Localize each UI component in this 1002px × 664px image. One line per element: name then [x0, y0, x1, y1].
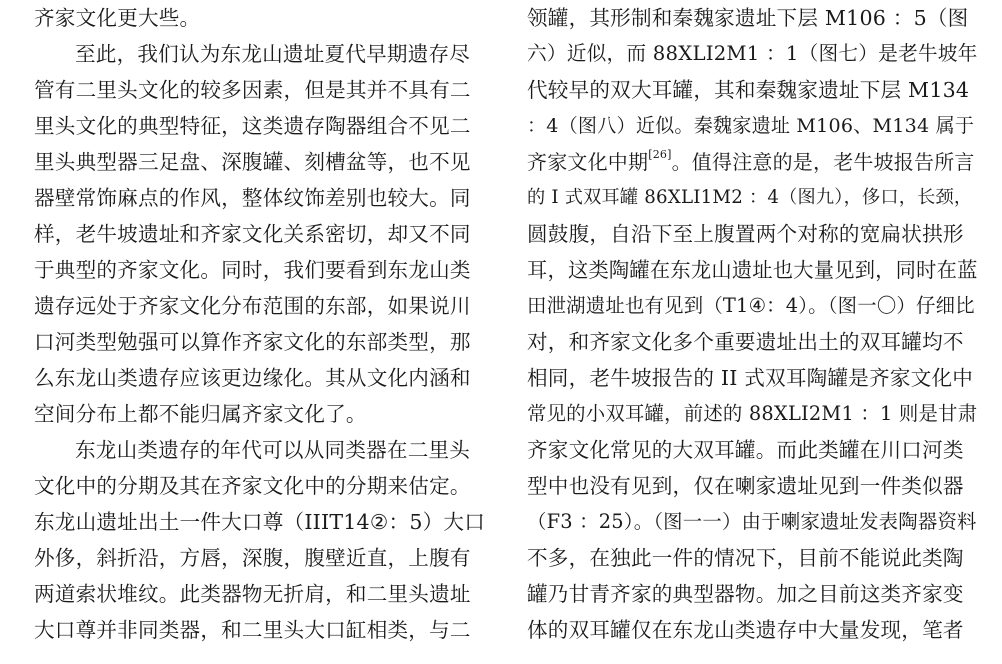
text-line: 田泄湖遗址也有见到（T1④：4）。（图一〇）仔细比 [527, 294, 975, 317]
text-line: 对，和齐家文化多个重要遗址出土的双耳罐均不 [527, 330, 964, 354]
text-line: 两道索状堆纹。此类器物无折肩，和二里头遗址 [34, 582, 471, 606]
text-line: 样，老牛坡遗址和齐家文化关系密切，却又不同 [34, 222, 471, 246]
text-line: ：4（图八）近似。秦魏家遗址 M106、M134 属于 [527, 114, 975, 137]
text-line: 外侈，斜折沿，方唇，深腹，腹壁近直，上腹有 [34, 546, 471, 570]
text-line: 的 I 式双耳罐 86XLI1M2 ：4（图九），侈口，长颈， [527, 187, 973, 208]
text-line: 文化中的分期及其在齐家文化中的分期来估定。 [34, 474, 471, 498]
text-line: 里头文化的典型特征，这类遗存陶器组合不见二 [34, 114, 471, 138]
text-line: 圆鼓腹，自沿下至上腹置两个对称的宽扁状拱形 [527, 222, 964, 246]
text-line: 型中也没有见到，仅在喇家遗址见到一件类似器 [527, 474, 964, 498]
text-line: 罐乃甘青齐家的典型器物。加之目前这类齐家变 [527, 582, 964, 606]
paragraph-first-line: 东龙山类遗存的年代可以从同类器在二里头 [75, 438, 471, 462]
text-line: 领罐，其形制和秦魏家遗址下层 M106 ：5（图 [527, 6, 969, 30]
text-line: 管有二里头文化的较多因素，但是其并不具有二 [34, 78, 471, 102]
text-line: 器壁常饰麻点的作风，整体纹饰差别也较大。同 [34, 186, 471, 210]
text-line: （F3 ：25）。（图一一）由于喇家遗址发表陶器资料 [527, 510, 977, 533]
text-line: 不多，在独此一件的情况下，目前不能说此类陶 [527, 546, 964, 570]
text-line: 于典型的齐家文化。同时，我们要看到东龙山类 [34, 258, 471, 282]
text-line: 里头典型器三足盘、深腹罐、刻槽盆等，也不见 [34, 150, 471, 174]
text-line: 耳，这类陶罐在东龙山遗址也大量见到，同时在蓝 [527, 258, 978, 282]
text-line: 齐家文化常见的大双耳罐。而此类罐在川口河类 [527, 438, 964, 462]
text-segment: 齐家文化中期 [527, 150, 649, 174]
text-line: 遗存远处于齐家文化分布范围的东部，如果说川 [34, 294, 471, 318]
paragraph-first-line: 至此，我们认为东龙山遗址夏代早期遗存尽 [75, 42, 471, 66]
text-line: 大口尊并非同类器，和二里头大口缸相类，与二 [34, 618, 471, 642]
text-line: 齐家文化更大些。 [34, 6, 201, 30]
text-line: 体的双耳罐仅在东龙山类遗存中大量发现，笔者 [527, 618, 964, 642]
text-line: 口河类型勉强可以算作齐家文化的东部类型，那 [34, 330, 471, 354]
text-line: 空间分布上都不能归属齐家文化了。 [34, 402, 367, 426]
text-line: 常见的小双耳罐，前述的 88XLI2M1 ：1 则是甘肃 [527, 402, 978, 425]
text-line-with-footnote [527, 144, 975, 180]
text-line: 东龙山遗址出土一件大口尊（IIIT14②：5）大口 [34, 510, 486, 534]
text-segment: 。值得注意的是，老牛坡报告所言 [671, 150, 975, 174]
text-line: 相同，老牛坡报告的 II 式双耳陶罐是齐家文化中 [527, 366, 974, 390]
text-line: 代较早的双大耳罐，其和秦魏家遗址下层 M134 [527, 78, 970, 102]
footnote-reference[interactable]: [26] [648, 148, 672, 161]
text-line: 六）近似，而 88XLI2M1 ：1（图七）是老牛坡年 [527, 42, 978, 65]
text-line: 么东龙山类遗存应该更边缘化。其从文化内涵和 [34, 366, 471, 390]
